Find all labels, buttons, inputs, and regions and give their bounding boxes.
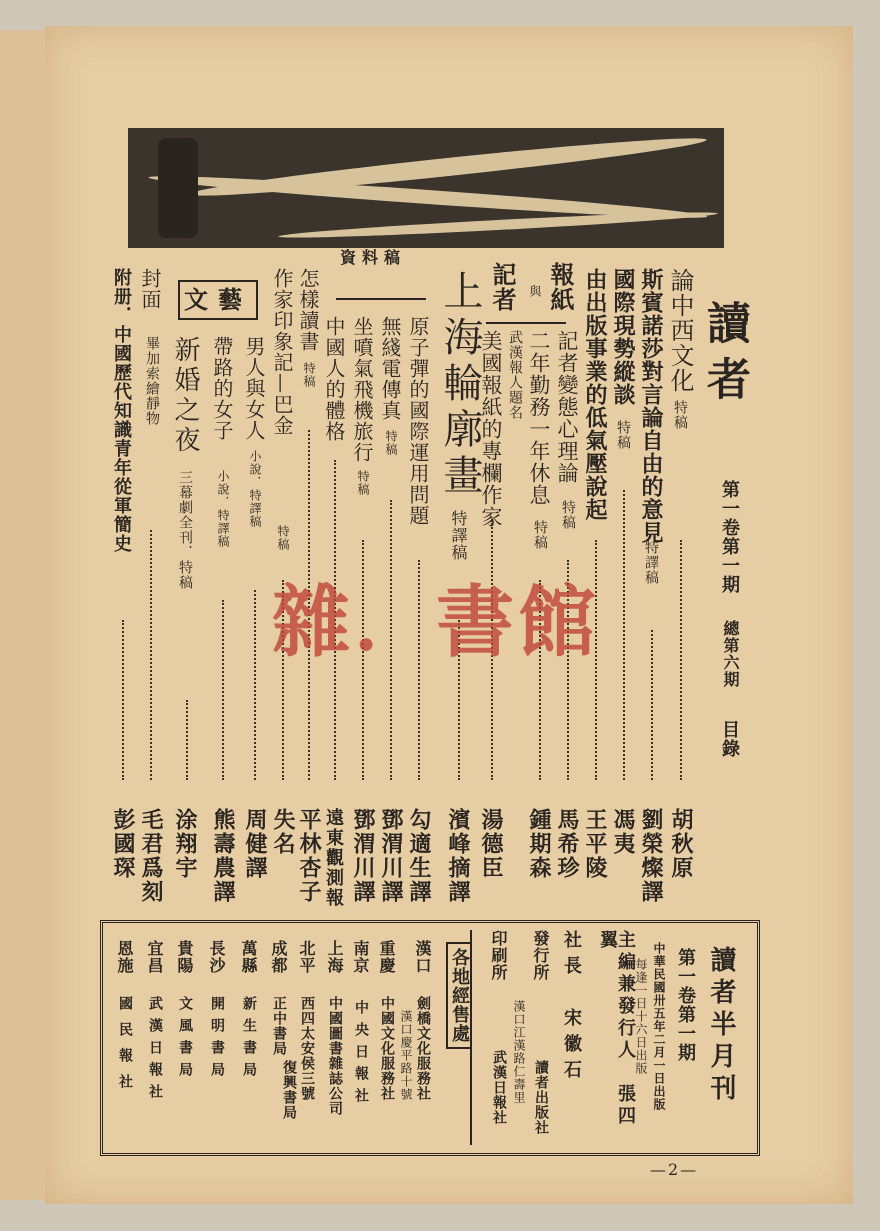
agent-city: 南京 bbox=[351, 940, 370, 974]
leader-dots bbox=[623, 490, 625, 780]
article-note: 特稿 bbox=[532, 520, 548, 550]
agent-city: 上海 bbox=[325, 940, 344, 974]
article-note: 特譯稿 bbox=[449, 510, 468, 561]
leader-dots bbox=[122, 620, 124, 780]
article-author: 失名 bbox=[270, 808, 296, 856]
agent-city: 恩施 bbox=[115, 940, 134, 974]
agent-name: 中國文化服務社 bbox=[379, 996, 395, 1101]
agent-city: 萬縣 bbox=[239, 940, 258, 974]
publisher-name: 讀者出版社 bbox=[533, 1060, 549, 1135]
publisher-label: 發行所 bbox=[531, 930, 550, 981]
article-author: 湯德臣 bbox=[478, 808, 504, 880]
article-title: 附册．中國歷代知識青年從軍簡史 bbox=[111, 268, 132, 553]
leader-dots bbox=[680, 540, 682, 780]
section-heading: 報紙 bbox=[546, 262, 575, 312]
article-title: 由出版事業的低氣壓說起 bbox=[582, 268, 608, 521]
article-title: 怎樣讀書 bbox=[296, 268, 320, 352]
printer-name: 武漢日報社 bbox=[491, 1050, 507, 1125]
section-rule bbox=[486, 322, 566, 324]
publisher-address: 漢口江漢路仁壽里 bbox=[512, 1000, 526, 1104]
issue-note: 總第六期 bbox=[721, 620, 740, 688]
agent-city: 長沙 bbox=[207, 940, 226, 974]
article-author: 王平陵 bbox=[582, 808, 608, 880]
article-title: 封面 bbox=[138, 268, 162, 310]
article-note: 小說．特譯稿 bbox=[216, 470, 230, 548]
leader-dots bbox=[222, 600, 224, 780]
article-author: 鍾期森 bbox=[526, 808, 552, 880]
article-note: 畢加索繪靜物 bbox=[144, 336, 160, 426]
agents-label: 各地經售處 bbox=[446, 942, 472, 1049]
section-heading: 文藝 bbox=[178, 280, 258, 320]
colophon-title: 讀者半月刊 bbox=[706, 946, 736, 1106]
agent-name: 復興書局 bbox=[281, 1060, 297, 1120]
article-title: 斯賓諾莎對言論自由的意見 bbox=[638, 268, 664, 544]
colophon-issue: 第一卷第一期 bbox=[675, 948, 696, 1062]
article-note: 特稿 bbox=[560, 500, 576, 530]
article-author: 勾適生譯 bbox=[406, 808, 432, 904]
article-title: 論中西文化 bbox=[666, 268, 694, 393]
article-title: 中國人的體格 bbox=[322, 316, 346, 442]
agent-city: 宜昌 bbox=[145, 940, 164, 974]
article-note: 特稿 bbox=[672, 400, 688, 430]
article-title: 作家印象記—巴金 bbox=[270, 268, 294, 436]
article-note: 特稿 bbox=[356, 470, 370, 496]
article-note: 特稿 bbox=[615, 420, 631, 450]
article-author: 毛君爲刻 bbox=[138, 808, 164, 904]
article-note: 小說．特譯稿 bbox=[248, 450, 262, 528]
colophon-editor: 主編兼發行人 張四翼 bbox=[597, 930, 636, 1128]
agent-name: 武漢日報社 bbox=[147, 996, 163, 1106]
article-author: 平林杏子 bbox=[296, 808, 322, 904]
article-note: 特譯稿 bbox=[643, 540, 659, 585]
section-heading-conj: 與 bbox=[528, 285, 542, 298]
agent-name: 正中書局 bbox=[271, 996, 287, 1056]
article-author: 鄧渭川譯 bbox=[378, 808, 404, 904]
article-author: 劉榮燦譯 bbox=[638, 808, 664, 904]
article-title: 原子彈的國際運用問題 bbox=[406, 316, 430, 526]
agent-city: 重慶 bbox=[377, 940, 396, 974]
article-author: 馮夷 bbox=[610, 808, 636, 856]
article-title: 新婚之夜 bbox=[170, 336, 200, 456]
article-title: 無綫電傳真 bbox=[378, 316, 402, 421]
agent-name: 文風書局 bbox=[177, 996, 193, 1084]
article-title: 記者變態心理論 bbox=[555, 330, 579, 484]
colophon-schedule: 每逢一日十六日出版 bbox=[634, 958, 648, 1075]
agent-city: 成都 bbox=[269, 940, 288, 974]
article-author: 鄧渭川譯 bbox=[350, 808, 376, 904]
agent-name: 中國圖書雜誌公司 bbox=[327, 996, 343, 1116]
article-title: 二年勤務一年休息 bbox=[527, 330, 551, 506]
woodcut-illustration bbox=[128, 128, 724, 248]
section-heading: 記者 bbox=[488, 262, 517, 312]
library-stamp: 雜．書館 bbox=[272, 577, 601, 668]
article-author: 熊壽農譯 bbox=[210, 808, 236, 904]
article-author: 涂翔宇 bbox=[172, 808, 198, 880]
agent-name: 開明書局 bbox=[209, 996, 225, 1084]
agent-name: 中央日報社 bbox=[353, 1000, 369, 1110]
issue-label: 第一卷第一期 bbox=[719, 480, 740, 594]
article-author: 遠東觀測報 bbox=[323, 808, 344, 908]
article-title: 男人與女人 bbox=[242, 336, 266, 441]
article-author: 濱峰摘譯 bbox=[445, 808, 471, 904]
article-note: 特稿 bbox=[384, 430, 398, 456]
leader-dots bbox=[186, 700, 188, 780]
article-title: 上海輪廓畫 bbox=[437, 270, 483, 500]
leader-dots bbox=[150, 530, 152, 780]
article-title: 坐噴氣飛機旅行 bbox=[350, 316, 374, 463]
article-title: 美國報紙的專欄作家 bbox=[479, 330, 503, 528]
agent-city: 漢口 bbox=[413, 940, 432, 974]
section-rule bbox=[336, 298, 426, 300]
leader-dots bbox=[651, 630, 653, 780]
colophon-date: 中華民國卅五年二月一日出版 bbox=[652, 942, 666, 1111]
agent-name: 新生書局 bbox=[241, 996, 257, 1084]
agent-name: 劍橋文化服務社 bbox=[415, 996, 431, 1101]
article-author: 彭國琛 bbox=[110, 808, 136, 880]
article-author: 馬希珍 bbox=[554, 808, 580, 880]
printer-label: 印刷所 bbox=[489, 930, 508, 981]
magazine-title: 讀者 bbox=[699, 300, 750, 412]
agent-address: 漢口慶平路十號 bbox=[399, 1010, 413, 1101]
article-note: 特稿 bbox=[302, 362, 316, 388]
agent-name: 西四太安侯三號 bbox=[299, 996, 315, 1101]
article-subnote: 武漢報人題名 bbox=[507, 330, 523, 420]
toc-label: 目錄 bbox=[719, 720, 740, 758]
agent-name: 國民報社 bbox=[117, 996, 133, 1100]
article-author: 周健譯 bbox=[242, 808, 268, 880]
agent-city: 北平 bbox=[297, 940, 316, 974]
article-author: 胡秋原 bbox=[668, 808, 694, 880]
article-title: 帶路的女子 bbox=[210, 336, 234, 441]
colophon-president: 社長 宋徽石 bbox=[561, 930, 582, 1086]
leader-dots bbox=[254, 590, 256, 780]
article-note: 三幕劇全刊．特稿 bbox=[177, 470, 193, 590]
article-note: 特稿 bbox=[276, 525, 290, 551]
page-number: —2— bbox=[650, 1160, 699, 1179]
agent-city: 貴陽 bbox=[175, 940, 194, 974]
article-title: 國際現勢縱談 bbox=[610, 268, 636, 406]
section-heading: 資料稿 bbox=[340, 248, 407, 267]
